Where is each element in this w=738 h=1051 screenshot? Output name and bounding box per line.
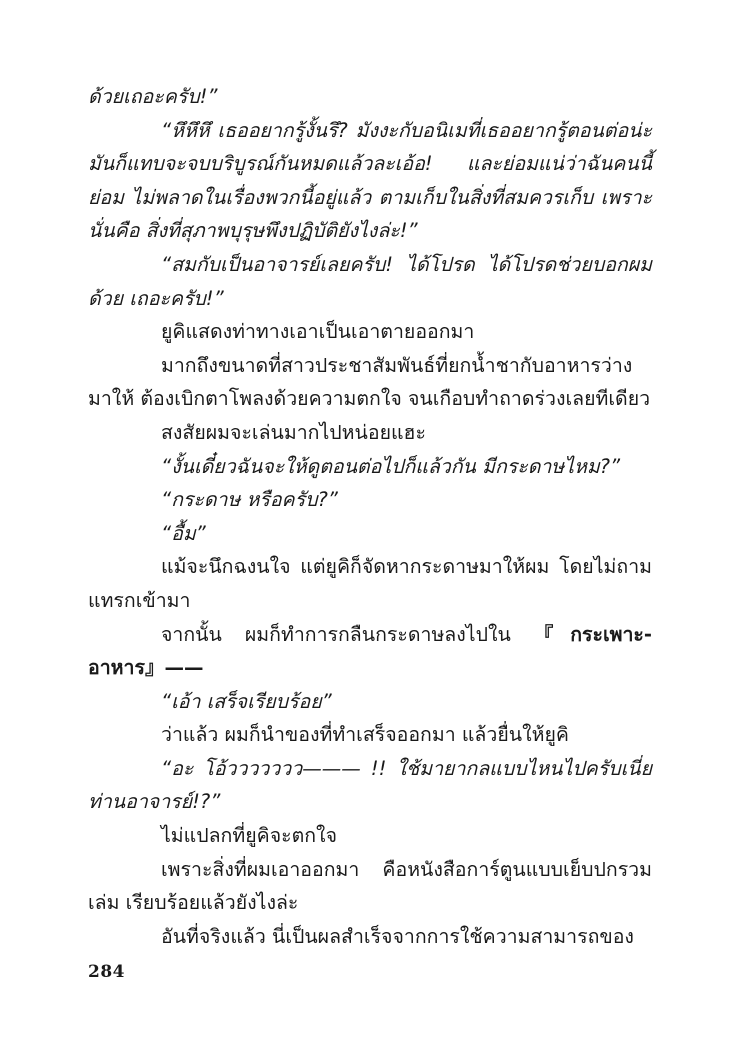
body-text [88, 80, 652, 953]
paragraph: “อะ โอ้ววววววว——— !! ใช้มายากลแบบไหนไปครับเนี่ย ท่านอาจารย์!?” [88, 756, 652, 814]
paragraph-text: จากนั้น ผมก็ทำการกลืนกระดาษลงไปใน [161, 622, 511, 646]
paragraph: อันที่จริงแล้ว นี่เป็นผลสำเร็จจากการใช้ความสามารถของ [161, 924, 634, 948]
paragraph: ว่าแล้ว ผมก็นำของที่ทำเสร็จออกมา แล้วยื่นให้ยูคิ [161, 723, 569, 747]
paragraph: มากถึงขนาดที่สาวประชาสัมพันธ์ที่ยกน้ำชากับอาหารว่างมาให้ ต้องเบิกตาโพลงด้วยความตกใจ จนเกือบทำถาดร่วงเลยทีเดียว [88, 353, 651, 411]
page-number: 284 [88, 962, 125, 982]
paragraph: “กระดาษ หรือครับ?” [161, 488, 338, 512]
paragraph: สงสัยผมจะเล่นมากไปหน่อยแฮะ [161, 420, 426, 444]
paragraph: แม้จะนึกฉงนใจ แต่ยูคิก็จัดหากระดาษมาให้ผม โดยไม่ถาม แทรกเข้ามา [88, 555, 652, 612]
paragraph: ด้วยเถอะครับ!” [88, 85, 218, 108]
paragraph: “หึหึหึ เธออยากรู้งั้นรึ? มังงะกับอนิเมที่เธออยากรู้ตอนต่อน่ะ มันก็แทบจะจบบริบูรณ์กันหมดแล้วละเอ้อ! และย่อมแน่ว่าฉันคนนี้ย่อม ไม่พลาดในเรื่องพวกนี้อยู่แล้ว ตามเก็บในสิ่งที่สมควรเก็บ เพราะนั่นคือ สิ่งที่สุภาพบุรุษพึงปฏิบัติยังไงล่ะ!” [88, 118, 652, 243]
bold-term: 『กระเพาะ-อาหาร』—— [88, 622, 653, 680]
paragraph: ไม่แปลกที่ยูคิจะตกใจ [161, 824, 338, 848]
paragraph: “งั้นเดี๋ยวฉันจะให้ดูตอนต่อไปก็แล้วกัน มีกระดาษไหม?” [161, 454, 621, 478]
paragraph: “อื้ม” [161, 521, 206, 545]
paragraph: เพราะสิ่งที่ผมเอาออกมา คือหนังสือการ์ตูนแบบเย็บปกรวมเล่ม เรียบร้อยแล้วยังไงล่ะ [88, 857, 652, 915]
paragraph: “เอ้า เสร็จเรียบร้อย” [161, 689, 332, 713]
paragraph: ยูคิแสดงท่าทางเอาเป็นเอาตายออกมา [161, 320, 475, 344]
paragraph [88, 618, 652, 685]
paragraph: “สมกับเป็นอาจารย์เลยครับ! ได้โปรด ได้โปรดช่วยบอกผมด้วย เถอะครับ!” [88, 252, 652, 310]
